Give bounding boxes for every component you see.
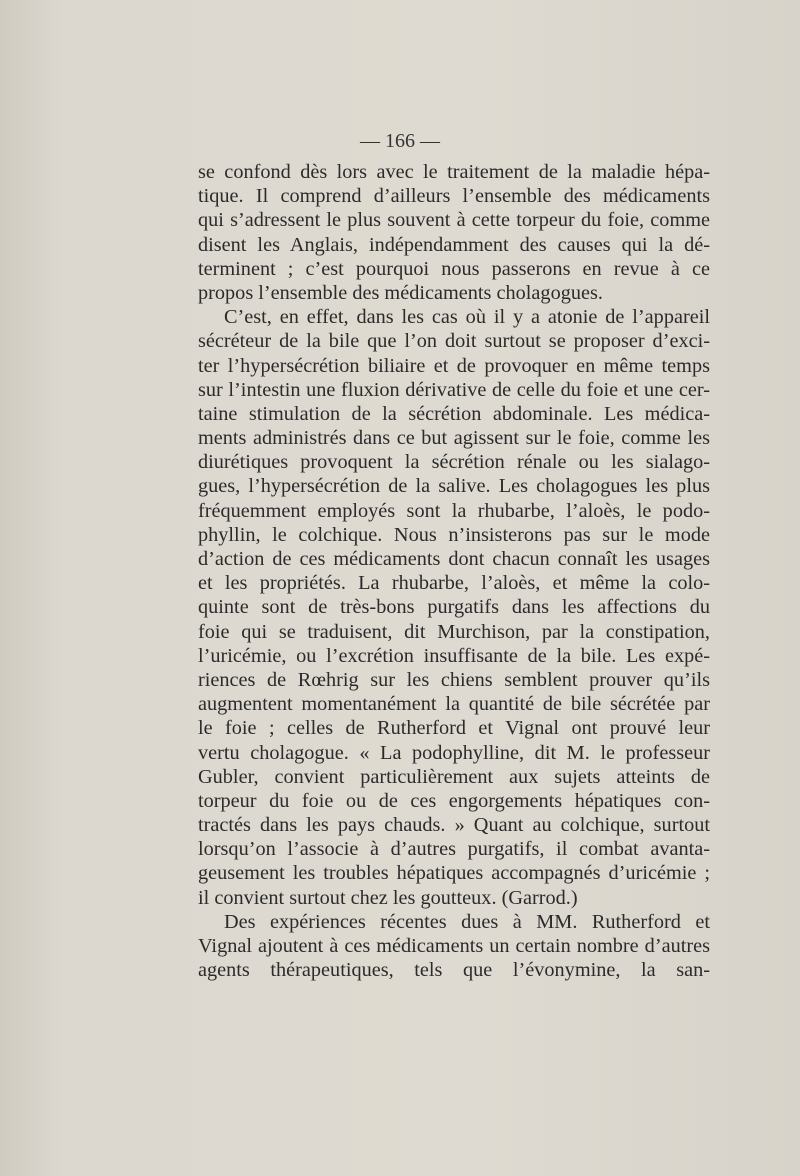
text-line: diurétiques provoquent la sécrétion rénale ou les sialago- bbox=[198, 451, 710, 474]
text-line: agents thérapeutiques, tels que l’évonymine, la san- bbox=[198, 959, 710, 982]
text-line: riences de Rœhrig sur les chiens semblent prouver qu’ils bbox=[198, 668, 710, 691]
text-line: phyllin, le colchique. Nous n’insisterons pas sur le mode bbox=[198, 523, 710, 546]
text-line: tractés dans les pays chauds. » Quant au colchique, surtout bbox=[198, 814, 710, 837]
text-line: Vignal ajoutent à ces médicaments un certain nombre d’autres bbox=[198, 935, 710, 957]
text-line: le foie ; celles de Rutherford et Vignal ont prouvé leur bbox=[198, 717, 710, 740]
text-line: augmentent momentanément la quantité de bile sécrétée par bbox=[198, 693, 710, 716]
text-line: sur l’intestin une fluxion dérivative de celle du foie et une cer- bbox=[198, 378, 710, 401]
text-line: torpeur du foie ou de ces engorgements hépatiques con- bbox=[198, 789, 710, 812]
text-line: tique. Il comprend d’ailleurs l’ensemble des médicaments bbox=[198, 185, 710, 208]
text-line: d’action de ces médicaments dont chacun connaît les usages bbox=[198, 548, 710, 570]
text-line: fréquemment employés sont la rhubarbe, l’aloès, le podo- bbox=[198, 499, 710, 522]
text-line: propos l’ensemble des médicaments cholagogues. bbox=[198, 281, 603, 304]
text-line: quinte sont de très-bons purgatifs dans les affections du bbox=[198, 596, 710, 619]
text-line: C’est, en effet, dans les cas où il y a atonie de l’appareil bbox=[224, 306, 710, 329]
text-line: geusement les troubles hépatiques accompagnés d’uricémie ; bbox=[198, 862, 710, 885]
text-line: vertu cholagogue. « La podophylline, dit M. le professeur bbox=[198, 741, 710, 764]
body-text bbox=[198, 160, 710, 982]
text-line: disent les Anglais, indépendamment des causes qui la dé- bbox=[198, 233, 710, 256]
text-line: il convient surtout chez les goutteux. (Garrod.) bbox=[198, 886, 578, 909]
text-line: sécréteur de la bile que l’on doit surtout se proposer d’exci- bbox=[198, 330, 710, 353]
text-line: et les propriétés. La rhubarbe, l’aloès, et même la colo- bbox=[198, 572, 710, 595]
text-line: ter l’hypersécrétion biliaire et de provoquer en même temps bbox=[198, 354, 710, 377]
text-line: se confond dès lors avec le traitement de la maladie hépa- bbox=[198, 161, 710, 183]
text-line: gues, l’hypersécrétion de la salive. Les cholagogues les plus bbox=[198, 475, 710, 498]
text-line: Des expériences récentes dues à MM. Rutherford et bbox=[224, 910, 710, 933]
text-line: foie qui se traduisent, dit Murchison, par la constipation, bbox=[198, 620, 710, 643]
text-line: terminent ; c’est pourquoi nous passerons en revue à ce bbox=[198, 257, 710, 280]
text-line: Gubler, convient particulièrement aux sujets atteints de bbox=[198, 765, 710, 788]
text-line: lorsqu’on l’associe à d’autres purgatifs, il combat avanta- bbox=[198, 838, 710, 861]
text-line: ments administrés dans ce but agissent sur le foie, comme les bbox=[198, 427, 710, 450]
text-line: qui s’adressent le plus souvent à cette torpeur du foie, comme bbox=[198, 209, 710, 232]
page-number: — 166 — bbox=[360, 130, 440, 152]
text-line: taine stimulation de la sécrétion abdominale. Les médica- bbox=[198, 402, 710, 425]
text-line: l’uricémie, ou l’excrétion insuffisante de la bile. Les expé- bbox=[198, 644, 710, 667]
